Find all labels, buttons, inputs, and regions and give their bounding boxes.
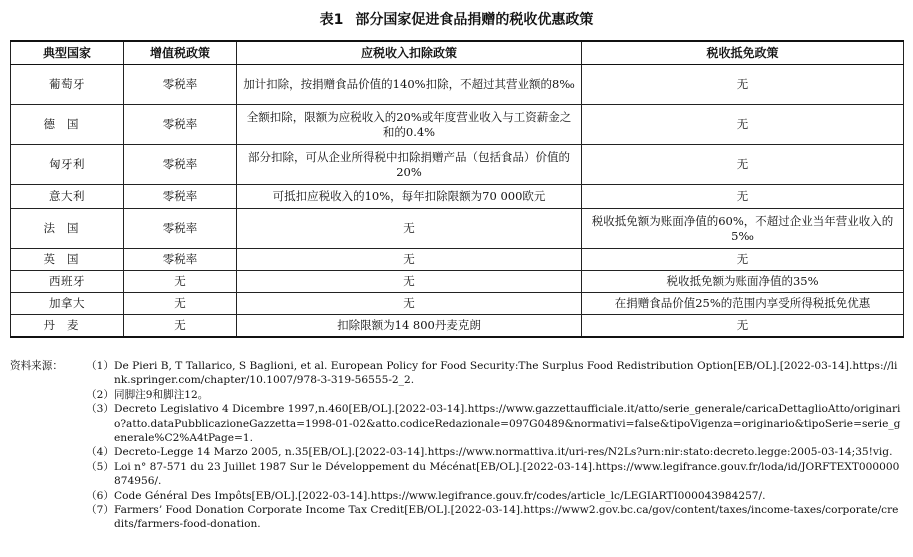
cell-deduction: 全额扣除，限额为应税收入的20%或年度营业收入与工资薪金之和的0.4% xyxy=(237,105,582,145)
cell-vat: 零税率 xyxy=(124,249,237,271)
cell-deduction: 可抵扣应税收入的10%，每年扣除限额为70 000欧元 xyxy=(237,185,582,209)
table-row xyxy=(11,185,904,209)
table-row xyxy=(11,145,904,185)
source-number: （1） xyxy=(86,360,114,372)
source-text: Loi n° 87-571 du 23 Juillet 1987 Sur le Développement du Mécénat[EB/OL].[2022-03-14].https://www.legifrance.gouv.fr/loda/id/JORFTEXT000000874956/. xyxy=(114,460,900,488)
sources-section xyxy=(10,359,903,532)
cell-deduction: 无 xyxy=(237,209,582,249)
cell-deduction: 无 xyxy=(237,293,582,315)
cell-credit: 无 xyxy=(582,249,904,271)
cell-vat: 零税率 xyxy=(124,145,237,185)
cell-credit: 无 xyxy=(582,105,904,145)
cell-credit: 税收抵免额为账面净值的60%，不超过企业当年营业收入的5‰ xyxy=(582,209,904,249)
tax-policy-table xyxy=(10,40,904,338)
cell-credit: 税收抵免额为账面净值的35% xyxy=(582,271,904,293)
cell-country: 匈牙利 xyxy=(11,145,124,185)
cell-vat: 无 xyxy=(124,271,237,293)
sources-list xyxy=(86,359,903,532)
cell-country: 加拿大 xyxy=(11,293,124,315)
source-item xyxy=(86,489,903,503)
cell-country: 德国 xyxy=(11,105,124,145)
table-row xyxy=(11,105,904,145)
header-deduction: 应税收入扣除政策 xyxy=(237,41,582,65)
cell-deduction: 扣除限额为14 800丹麦克朗 xyxy=(237,315,582,337)
source-number: （7） xyxy=(86,504,114,517)
cell-credit: 在捐赠食品价值25%的范围内享受所得税抵免优惠 xyxy=(582,293,904,315)
source-item xyxy=(86,388,903,402)
source-item xyxy=(86,359,903,388)
cell-credit: 无 xyxy=(582,315,904,337)
header-vat: 增值税政策 xyxy=(124,41,237,65)
source-text: Farmers’ Food Donation Corporate Income Tax Credit[EB/OL].[2022-03-14].https://www2.gov.bc.ca/gov/content/taxes/income-taxes/corporate/credits/farmers-food-donation. xyxy=(114,504,899,531)
table-row xyxy=(11,293,904,315)
table-row xyxy=(11,65,904,105)
table-row xyxy=(11,315,904,337)
source-item xyxy=(86,402,903,445)
cell-country: 英国 xyxy=(11,249,124,271)
cell-vat: 零税率 xyxy=(124,105,237,145)
source-text: De Pieri B, T Tallarico, S Baglioni, et al. European Policy for Food Security:The Surplus Food Redistribution Option[EB/OL].[2022-03-14].https://link.springer.com/chapter/10.1007/978-3-319-56555-2_2. xyxy=(114,360,898,387)
cell-deduction: 无 xyxy=(237,271,582,293)
cell-credit: 无 xyxy=(582,145,904,185)
table-header-row xyxy=(11,41,904,65)
cell-credit: 无 xyxy=(582,65,904,105)
header-country: 典型国家 xyxy=(11,41,124,65)
source-number: （4） xyxy=(86,446,114,459)
cell-deduction: 加计扣除，按捐赠食品价值的140%扣除，不超过其营业额的8‰ xyxy=(237,65,582,105)
source-number: （3） xyxy=(86,403,114,416)
source-number: （5） xyxy=(86,460,114,473)
source-text: Decreto Legislativo 4 Dicembre 1997,n.460[EB/OL].[2022-03-14].https://www.gazzettaufficiale.it/atto/serie_generale/caricaDettaglioAtto/originario?atto.dataPubblicazioneGazzetta=1998-01-02&atto.codiceRedazionale=097G0489&normativi=false&tipoVigenza=originario&tipoSerie=serie_generale%C2%A4tPage=1. xyxy=(114,403,901,445)
sources-label: 资料来源： xyxy=(10,360,63,372)
cell-deduction: 无 xyxy=(237,249,582,271)
table-row xyxy=(11,249,904,271)
source-item xyxy=(86,503,903,532)
cell-vat: 零税率 xyxy=(124,185,237,209)
cell-country: 丹麦 xyxy=(11,315,124,337)
cell-vat: 无 xyxy=(124,315,237,337)
source-text: Decreto-Legge 14 Marzo 2005, n.35[EB/OL].[2022-03-14].https://www.normattiva.it/uri-res/N2Ls?urn:nir:stato:decreto.legge:2005-03-14;35!vig. xyxy=(114,446,893,459)
source-item xyxy=(86,445,903,459)
source-text: Code Général Des Impôts[EB/OL].[2022-03-14].https://www.legifrance.gouv.fr/codes/article_lc/LEGIARTI000043984257/. xyxy=(114,489,766,502)
table-caption-title: 部分国家促进食品捐赠的税收优惠政策 xyxy=(355,12,594,28)
cell-country: 法国 xyxy=(11,209,124,249)
source-item xyxy=(86,460,903,489)
source-text: 同脚注9和脚注12。 xyxy=(114,388,209,401)
source-number: （6） xyxy=(86,489,114,502)
header-credit: 税收抵免政策 xyxy=(582,41,904,65)
cell-country: 意大利 xyxy=(11,185,124,209)
cell-deduction: 部分扣除，可从企业所得税中扣除捐赠产品（包括食品）价值的20% xyxy=(237,145,582,185)
table-row xyxy=(11,209,904,249)
table-caption-label: 表1 xyxy=(319,12,344,28)
cell-vat: 无 xyxy=(124,293,237,315)
cell-vat: 零税率 xyxy=(124,65,237,105)
table-caption xyxy=(0,10,913,30)
cell-vat: 零税率 xyxy=(124,209,237,249)
source-number: （2） xyxy=(86,388,114,401)
table-row xyxy=(11,271,904,293)
cell-country: 葡萄牙 xyxy=(11,65,124,105)
cell-country: 西班牙 xyxy=(11,271,124,293)
cell-credit: 无 xyxy=(582,185,904,209)
